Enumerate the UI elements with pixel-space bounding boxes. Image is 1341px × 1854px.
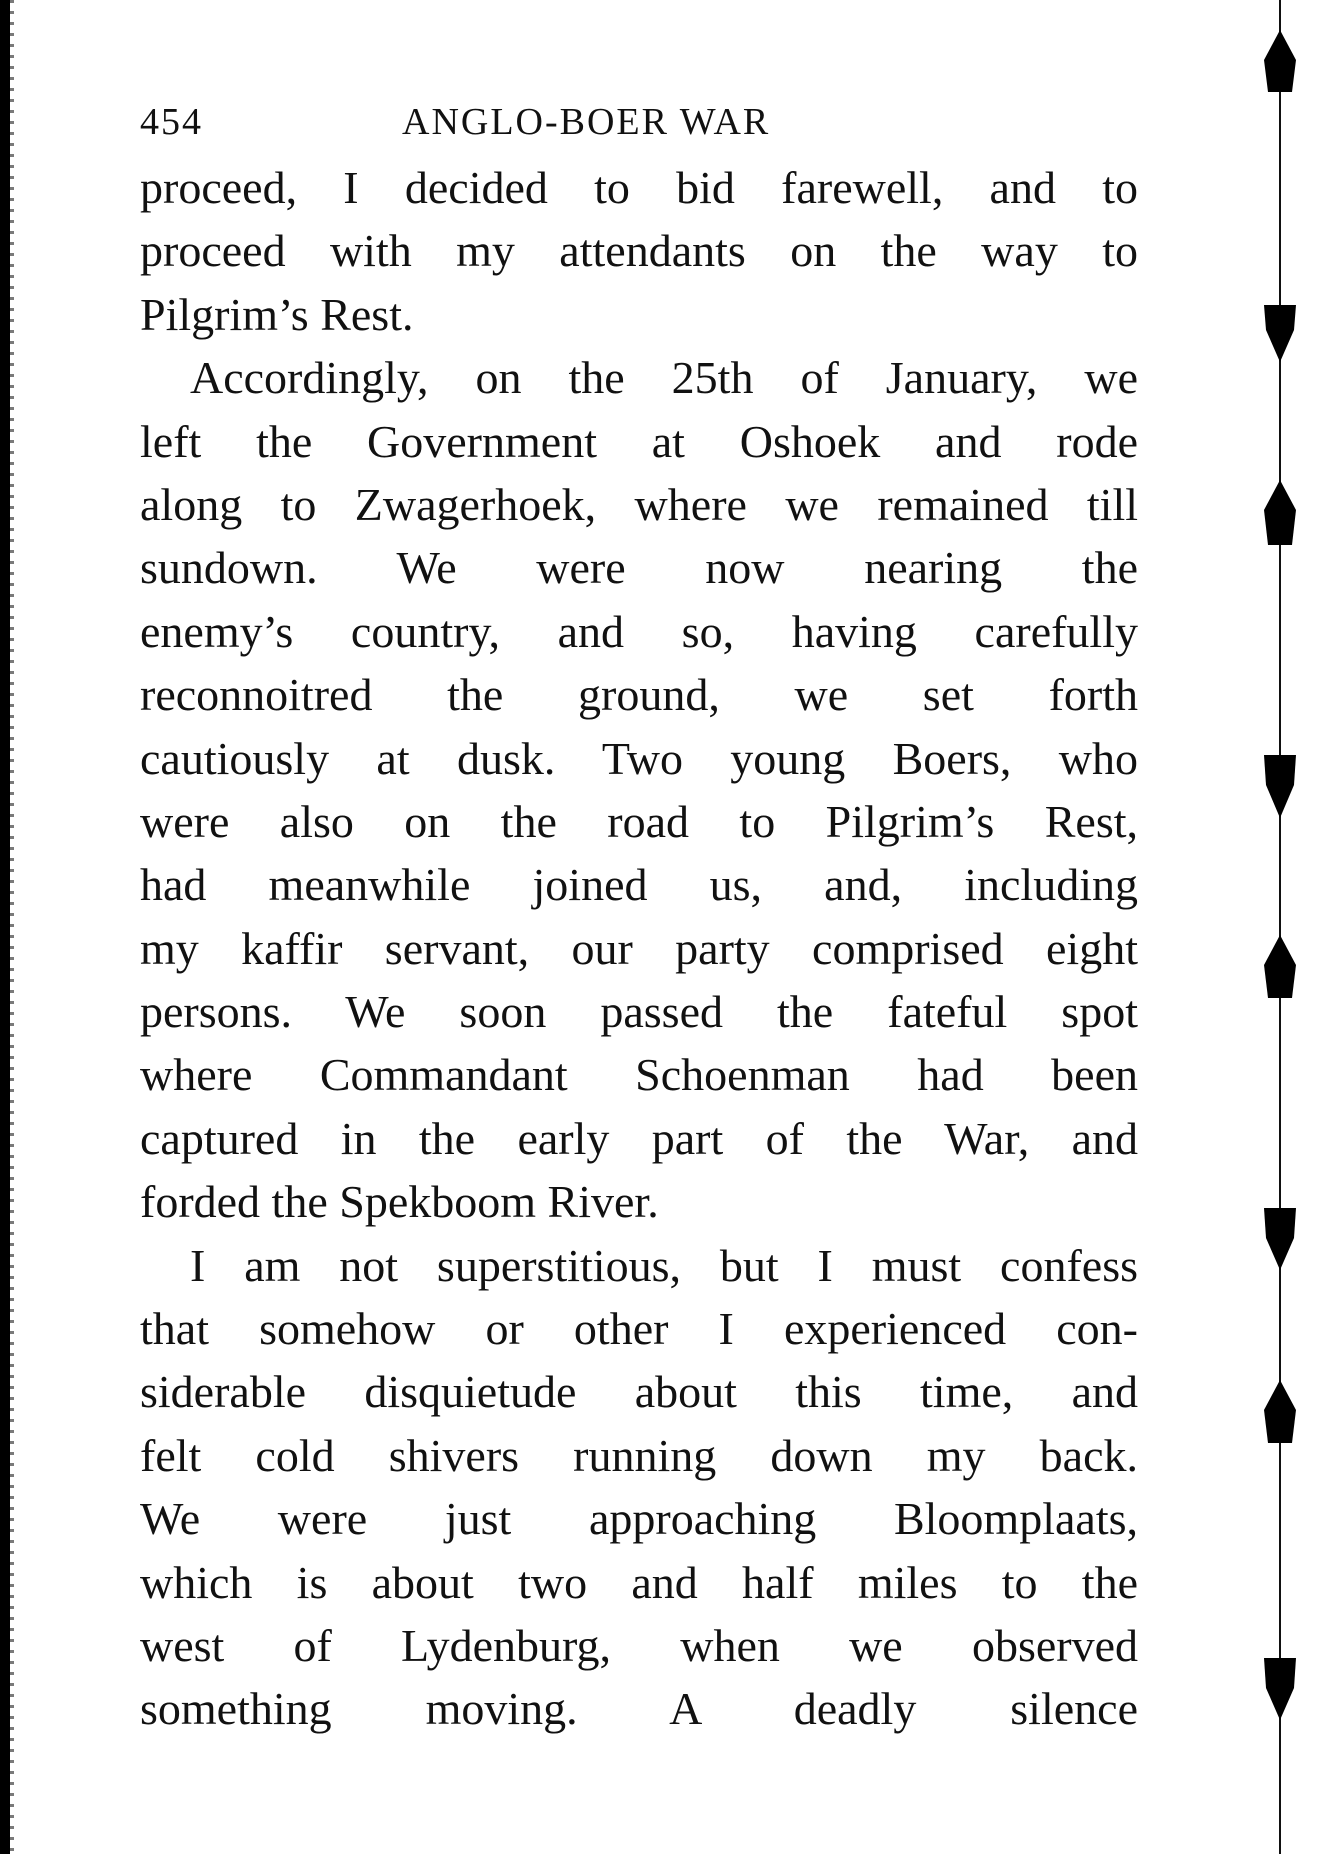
decorative-border	[1232, 0, 1332, 1854]
text-line: forded the Spekboom River.	[140, 1176, 659, 1228]
page-header	[140, 90, 1138, 156]
body-text	[140, 156, 1138, 1741]
arrowhead-down-ornament	[1264, 1658, 1296, 1720]
text-line: proceed with my attendants on the way to	[140, 225, 1138, 277]
text-line: which is about two and half miles to the	[140, 1556, 1138, 1608]
text-line: reconnoitred the ground, we set forth	[140, 669, 1138, 721]
arrowhead-down-ornament	[1264, 1208, 1296, 1270]
text-line: I am not superstitious, but I must confess	[190, 1239, 1138, 1291]
book-page	[140, 90, 1138, 1741]
text-line: Accordingly, on the 25th of January, we	[190, 352, 1138, 404]
text-line: siderable disquietude about this time, and	[140, 1366, 1138, 1418]
text-line: enemy’s country, and so, having carefully	[140, 605, 1138, 657]
text-line: persons. We soon passed the fateful spot	[140, 986, 1138, 1038]
text-line: cautiously at dusk. Two young Boers, who	[140, 732, 1138, 784]
text-line: where Commandant Schoenman had been	[140, 1049, 1138, 1101]
text-line: something moving. A deadly silence	[140, 1683, 1138, 1735]
text-line: were also on the road to Pilgrim’s Rest,	[140, 795, 1138, 847]
text-line: along to Zwagerhoek, where we remained till	[140, 478, 1138, 530]
text-line: west of Lydenburg, when we observed	[140, 1619, 1138, 1671]
book-spine-edge	[0, 0, 10, 1854]
text-line: had meanwhile joined us, and, including	[140, 859, 1138, 911]
arrowhead-up-ornament	[1264, 480, 1296, 545]
arrowhead-up-ornament	[1264, 935, 1296, 998]
text-line: sundown. We were now nearing the	[140, 542, 1138, 594]
text-line: Pilgrim’s Rest.	[140, 288, 414, 340]
arrowhead-down-ornament	[1264, 755, 1296, 818]
book-spine-shadow	[10, 0, 14, 1854]
text-line: left the Government at Oshoek and rode	[140, 415, 1138, 467]
arrowhead-down-ornament	[1264, 305, 1296, 362]
running-title: ANGLO-BOER WAR	[402, 101, 771, 143]
text-line: that somehow or other I experienced con-	[140, 1303, 1138, 1355]
text-line: felt cold shivers running down my back.	[140, 1429, 1138, 1481]
page-number: 454	[140, 101, 203, 143]
arrowhead-up-ornament	[1264, 30, 1296, 92]
text-line: captured in the early part of the War, and	[140, 1112, 1138, 1164]
arrowhead-up-ornament	[1264, 1380, 1296, 1443]
text-line: proceed, I decided to bid farewell, and to	[140, 162, 1138, 213]
text-line: We were just approaching Bloomplaats,	[140, 1493, 1138, 1545]
text-line: my kaffir servant, our party comprised eight	[140, 922, 1138, 974]
